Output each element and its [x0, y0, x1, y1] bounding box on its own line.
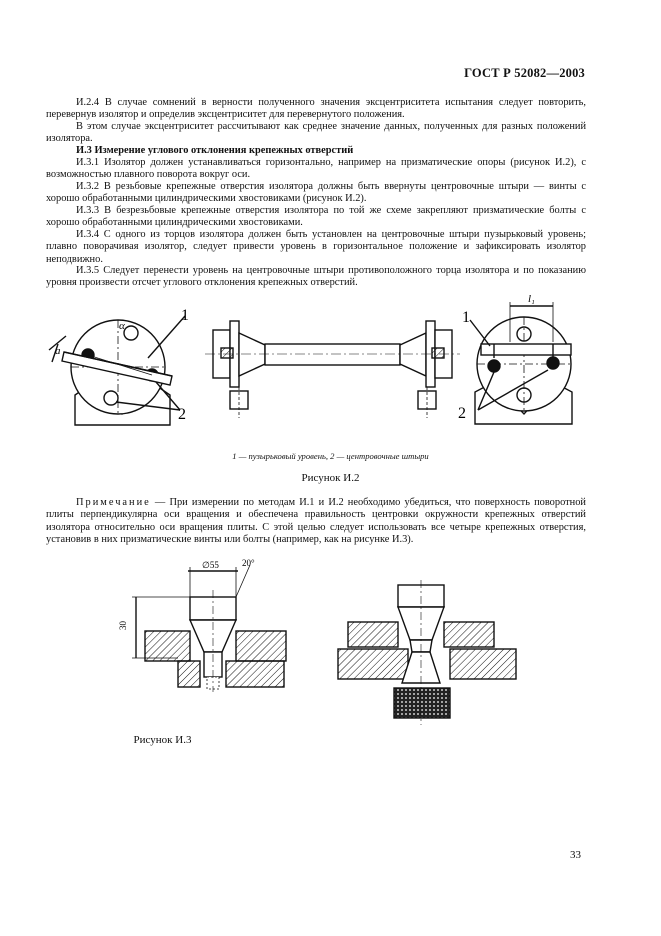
paragraph-i-3-3: И.3.3 В безрезьбовые крепежные отверстия изолятора по той же схеме закрепляют призматические болты с хорошо обработанными цилиндрическими хвостовиками.	[46, 205, 586, 229]
paragraph-i-3-4: И.3.4 С одного из торцов изолятора должен быть установлен на центровочные штыри пузырьковый уровень; плавно поворачивая изолятор, следует привести уровень в горизонтальное положение и зафиксировать изолятор неподвижно.	[46, 229, 586, 265]
note-text: — При измерении по методам И.1 и И.2 необходимо убедиться, что поверхность поворотной плиты перпендикулярна оси вращения и обеспечена правильность центровки окружности крепежных отверстий изолятора относительно оси вращения плиты. С этой целью следует использовать все четыре крепежных отверстия, установив в них призматические винты или болты (например, как на рисунке И.3).	[46, 497, 586, 546]
figure-i-3-right-view	[338, 580, 516, 725]
alpha-label: α	[119, 320, 125, 332]
paragraph-i-2-4-continued: В этом случае эксцентриситет рассчитывают как среднее значение данных, полученных для разных положений изолятора.	[46, 121, 586, 145]
angle-dimension: 20°	[242, 558, 255, 568]
note-paragraph	[46, 497, 586, 547]
document-header: ГОСТ Р 52082—2003	[464, 66, 585, 80]
callout-1-right: 1	[462, 309, 470, 326]
figure-i-2-right-view	[470, 302, 572, 424]
paragraph-i-2-4: И.2.4 В случае сомнений в верности полученного значения эксцентриситета испытания следует повторить, перевернув изолятор и определив эксцентриситет для перевернутого положения.	[46, 97, 586, 121]
callout-1-left: 1	[181, 307, 189, 324]
paragraph-i-3-5: И.3.5 Следует перенести уровень на центровочные штыри противоположного торца изолятора и по показанию уровня произвести отсчет углового отклонения крепежных отверстий.	[46, 265, 586, 289]
a-dimension-label: a	[55, 345, 61, 357]
figure-i-2-legend: 1 — пузырьковый уровень, 2 — центровочные штыри	[232, 451, 429, 461]
page-number: 33	[570, 849, 581, 861]
l-dimension-label: l₁	[528, 293, 535, 305]
callout-2-right: 2	[458, 405, 466, 422]
height-dimension: 30	[118, 621, 128, 630]
figure-i-3-caption: Рисунок И.3	[133, 734, 192, 746]
paragraph-i-3-2: И.3.2 В резьбовые крепежные отверстия изолятора должны быть ввернуты центровочные штыри — винты с хорошо обработанными цилиндрическими хвостовиками (рисунок И.2).	[46, 181, 586, 205]
section-heading-i-3: И.3 Измерение углового отклонения крепежных отверстий	[76, 145, 354, 156]
note-label: Примечание	[76, 497, 151, 508]
figure-i-2-caption: Рисунок И.2	[301, 472, 360, 484]
paragraph-i-3-1: И.3.1 Изолятор должен устанавливаться горизонтально, например на призматические опоры (рисунок И.2), с возможностью плавного поворота вокруг оси.	[46, 157, 586, 181]
callout-2-left: 2	[178, 406, 186, 423]
figure-i-3-left-view	[132, 565, 286, 692]
figure-i-2-left-view	[49, 316, 185, 425]
figure-i-2-insulator-side-view	[205, 321, 460, 418]
diameter-dimension: ∅55	[202, 560, 219, 570]
